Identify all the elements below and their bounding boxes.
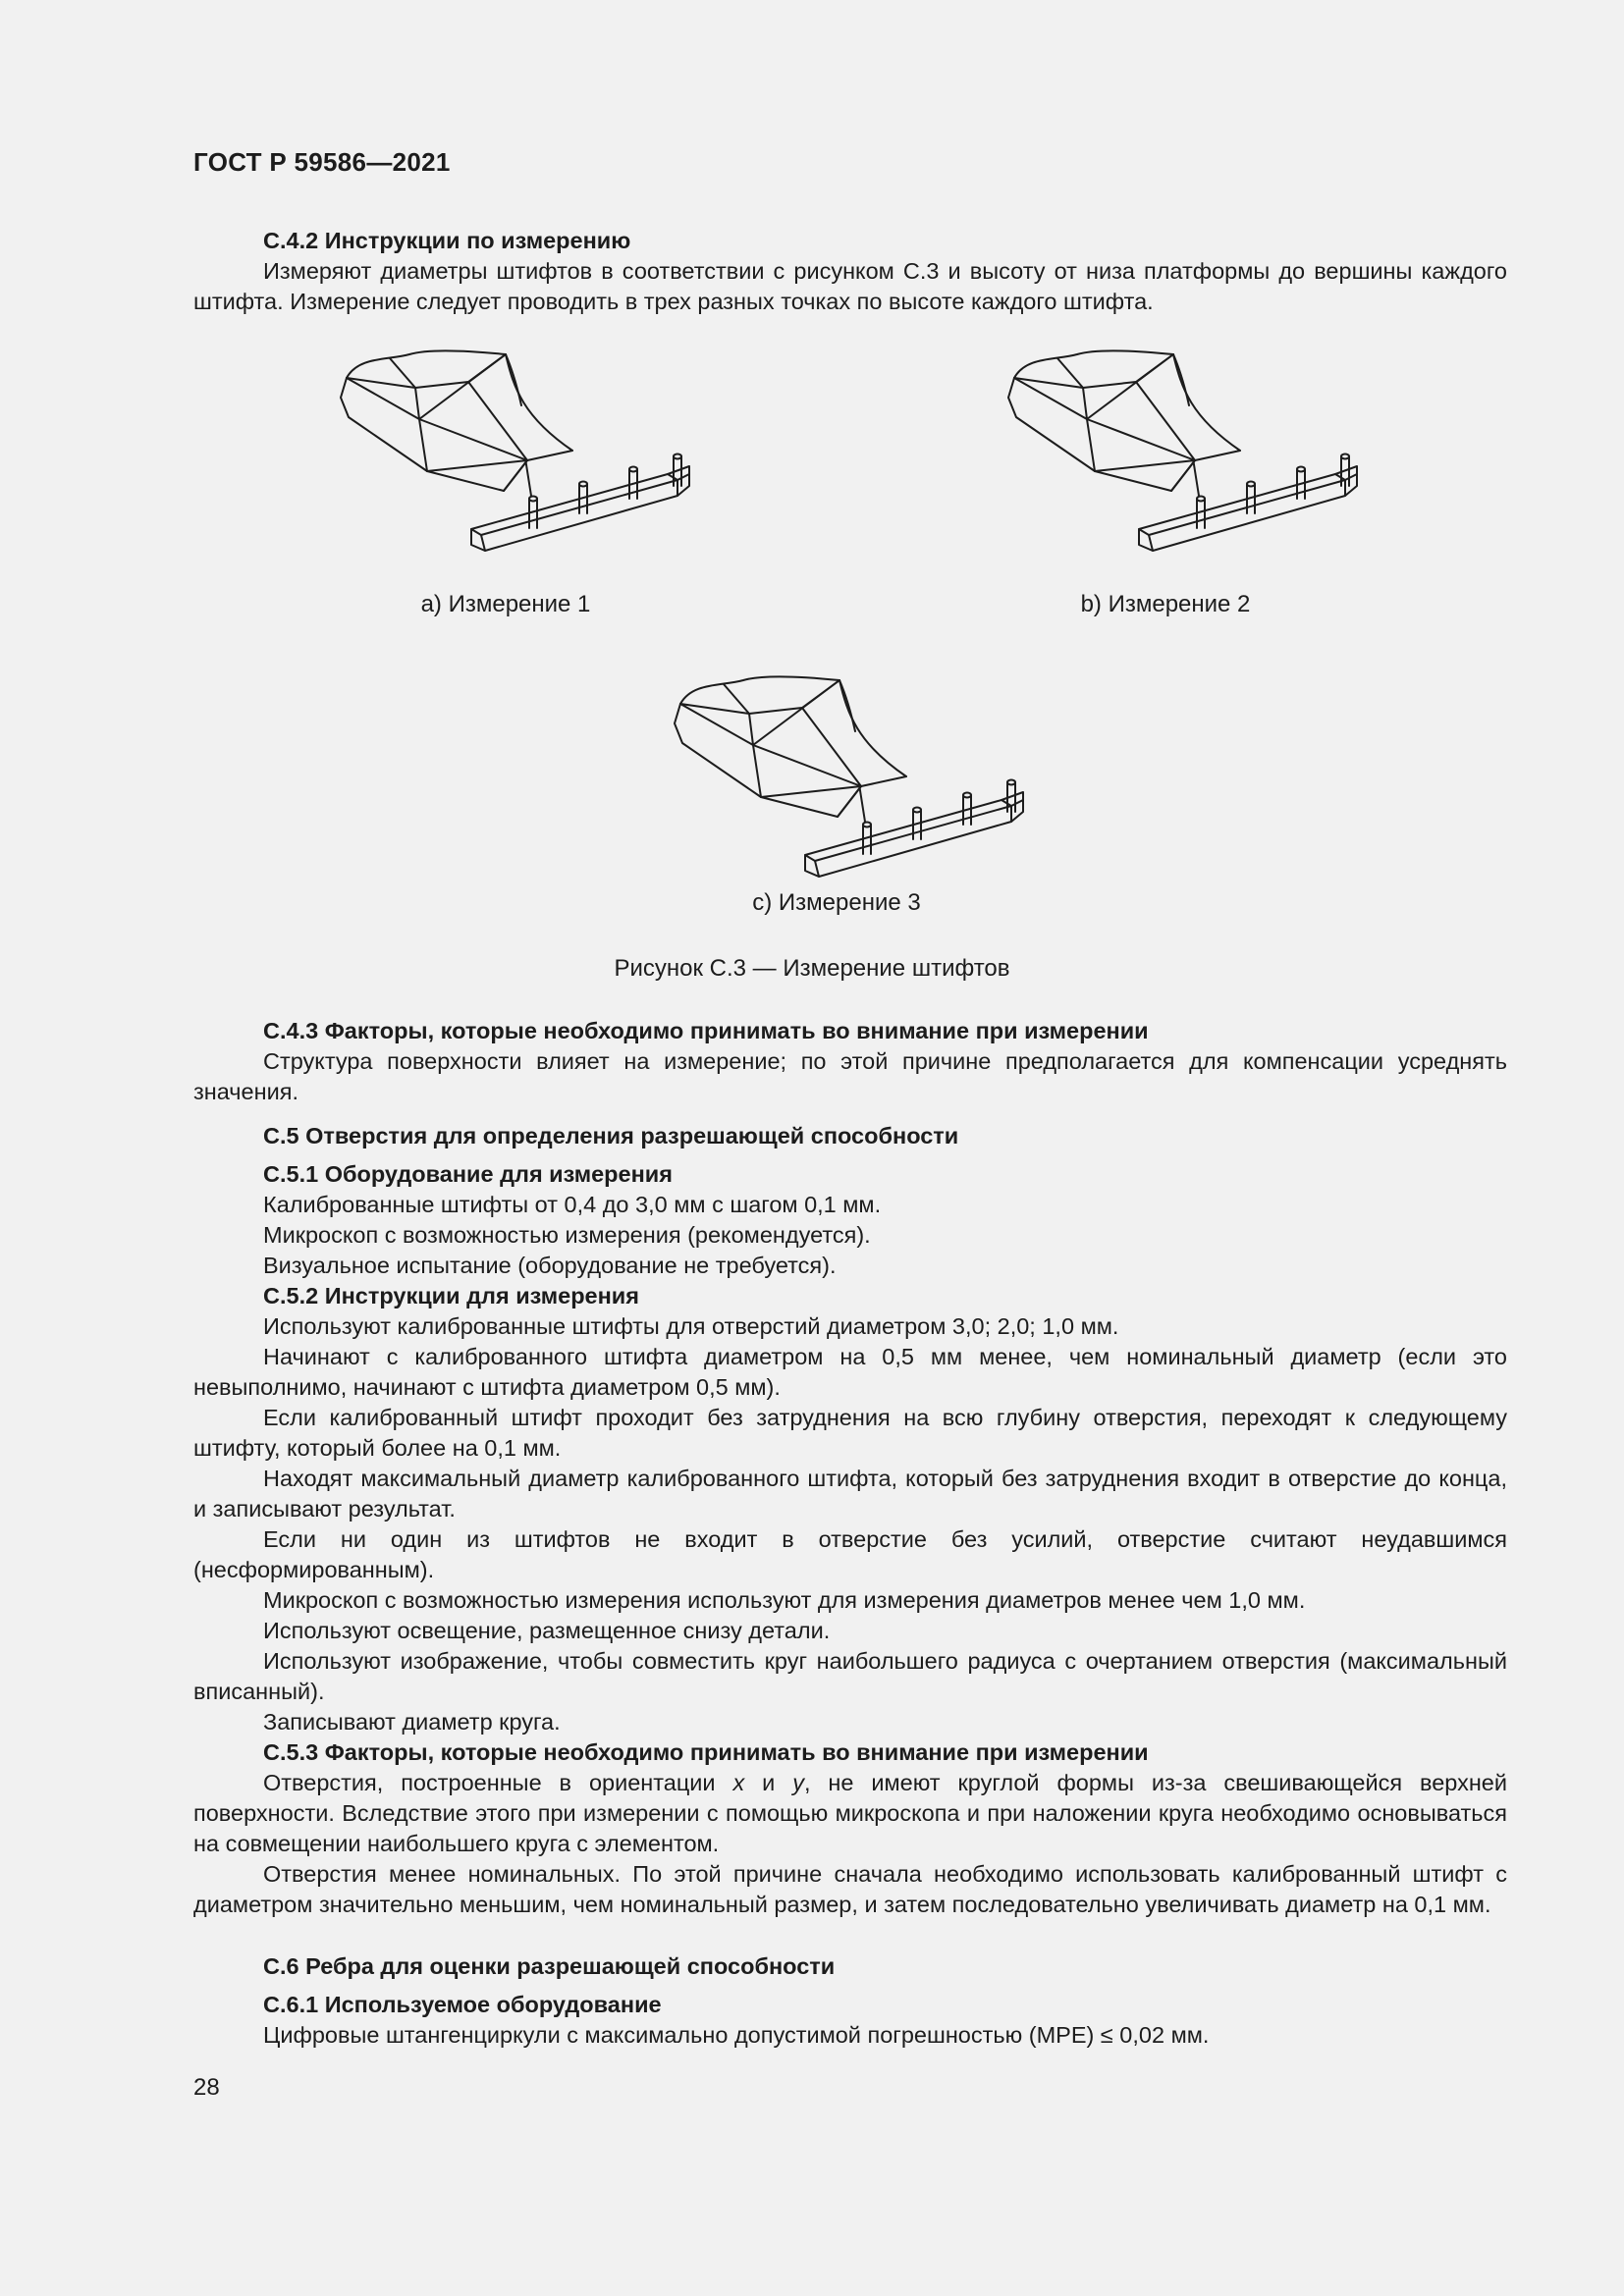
section-c53-paragraph: Отверстия менее номинальных. По этой причине сначала необходимо использовать калиброванный штифт с диаметром значительно меньшим, чем номинальный размер, и затем последовательно увеличивать диаметр на 0,1 мм. xyxy=(193,1861,1507,1917)
section-c52-paragraph: Микроскоп с возможностью измерения используют для измерения диаметров менее чем 1,0 мм. xyxy=(263,1587,1306,1613)
section-c52-paragraph: Начинают с калиброванного штифта диаметром на 0,5 мм менее, чем номинальный диаметр (если это невыполнимо, начинают с штифта диаметром 0,5 мм). xyxy=(193,1344,1507,1400)
section-c52-paragraph: Если калиброванный штифт проходит без затруднения на всю глубину отверстия, переходят к следующему штифту, который более на 0,1 мм. xyxy=(193,1405,1507,1461)
section-c5 xyxy=(193,1121,1507,1920)
section-c51-line: Микроскоп с возможностью измерения (рекомендуется). xyxy=(263,1222,871,1248)
figure-b-drawing xyxy=(1001,344,1375,579)
section-c52-paragraph: Если ни один из штифтов не входит в отверстие без усилий, отверстие считают неудавшимся (несформированным). xyxy=(193,1526,1507,1582)
document-header: ГОСТ Р 59586—2021 xyxy=(193,147,451,177)
section-c6 xyxy=(193,1951,1507,2051)
section-c61-line: Цифровые штангенциркули с максимально допустимой погрешностью (МРЕ) ≤ 0,02 мм. xyxy=(263,2022,1210,2048)
section-c51-line: Калиброванные штифты от 0,4 до 3,0 мм с шагом 0,1 мм. xyxy=(263,1192,882,1217)
section-c61-heading: С.6.1 Используемое оборудование xyxy=(263,1992,662,2017)
section-c43-paragraph: Структура поверхности влияет на измерение; по этой причине предполагается для компенсации усреднять значения. xyxy=(193,1048,1507,1104)
figure-a-label: a) Измерение 1 xyxy=(420,591,591,617)
section-c52-paragraph: Используют изображение, чтобы совместить круг наибольшего радиуса с очертанием отверстия (максимальный вписанный). xyxy=(193,1648,1507,1704)
figure-c-drawing xyxy=(668,669,1041,905)
section-c43 xyxy=(193,1016,1507,1107)
section-c51-line: Визуальное испытание (оборудование не требуется). xyxy=(263,1253,837,1278)
section-c51-heading: С.5.1 Оборудование для измерения xyxy=(263,1161,673,1187)
section-c52-heading: С.5.2 Инструкции для измерения xyxy=(263,1283,639,1308)
section-c52-paragraph: Записывают диаметр круга. xyxy=(263,1709,561,1735)
section-c42-paragraph: Измеряют диаметры штифтов в соответствии с рисунком С.3 и высоту от низа платформы до вершины каждого штифта. Измерение следует проводить в трех разных точках по высоте каждого штифта. xyxy=(193,258,1507,314)
figure-a-drawing xyxy=(334,344,707,579)
section-c53-heading: С.5.3 Факторы, которые необходимо принимать во внимание при измерении xyxy=(263,1739,1149,1765)
section-c5-heading: С.5 Отверстия для определения разрешающей способности xyxy=(263,1123,959,1148)
figure-b-label: b) Измерение 2 xyxy=(1080,591,1251,617)
section-c53-paragraph: Отверстия, построенные в ориентации x и y, не имеют круглой формы из-за свешивающейся верхней поверхности. Вследствие этого при измерении с помощью микроскопа и при наложении круга необходимо основываться на совмещении наибольшего круга с элементом. xyxy=(193,1770,1507,1856)
section-c6-heading: С.6 Ребра для оценки разрешающей способности xyxy=(263,1953,836,1979)
figure-c-label: c) Измерение 3 xyxy=(752,889,921,916)
section-c52-paragraph: Находят максимальный диаметр калиброванного штифта, который без затруднения входит в отверстие до конца, и записывают результат. xyxy=(193,1466,1507,1522)
section-c52-paragraph: Используют калиброванные штифты для отверстий диаметром 3,0; 2,0; 1,0 мм. xyxy=(263,1313,1119,1339)
section-c43-heading: С.4.3 Факторы, которые необходимо принимать во внимание при измерении xyxy=(263,1018,1149,1043)
page-number: 28 xyxy=(193,2074,220,2101)
section-c52-paragraph: Используют освещение, размещенное снизу детали. xyxy=(263,1618,831,1643)
figure-caption: Рисунок С.3 — Измерение штифтов xyxy=(614,955,1010,982)
section-c42-heading: С.4.2 Инструкции по измерению xyxy=(263,228,631,253)
section-c42 xyxy=(193,226,1507,317)
